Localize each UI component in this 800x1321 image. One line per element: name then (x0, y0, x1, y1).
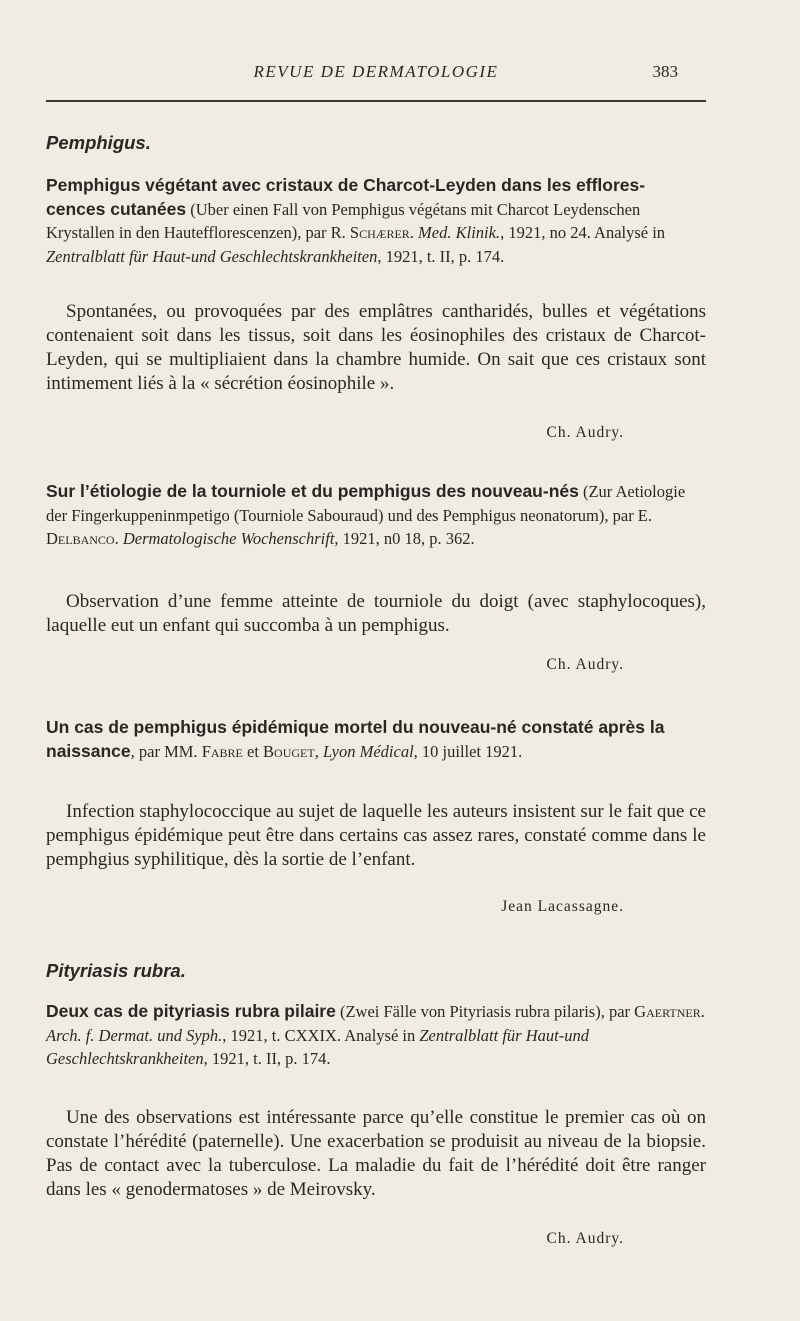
reference-text: (Zwei Fälle von Pityriasis rubra pilaris), par (335, 1002, 635, 1021)
abstract-body-4: Une des observations est intéressante parce qu’elle constitue le premier cas où on constate l’hérédité (paternelle). Une exacerbation se produisit au niveau de la biopsie. Pas de contact avec la tuberculose. La maladie du fait de l’hérédité doit être ranger dans les « genodermatoses » de Meirovsky. (46, 1107, 706, 1200)
abstract-entry-1-reference (46, 174, 706, 268)
journal-name: Arch. f. Dermat. und Syph. (46, 1025, 223, 1045)
entry-title: Deux cas de pityriasis rubra pilaire (46, 1001, 336, 1021)
signature-4: Ch. Audry. (546, 1230, 624, 1247)
author-name: Gaertner (634, 1002, 701, 1021)
page-number: 383 (652, 62, 678, 81)
author-name: Schærer (349, 223, 410, 242)
entry-title: Un cas de pemphigus épidémique mortel du nouveau-né constaté après la naissance (46, 717, 665, 761)
reference-text: . (700, 1002, 705, 1021)
reference-text: , 1921, t. II, p. 174. (377, 246, 505, 266)
header-rule (46, 100, 706, 102)
reference-text: , 1921, t. II, p. 174. (203, 1049, 331, 1068)
running-title: REVUE DE DERMATOLOGIE (253, 62, 499, 81)
reference-text: , 1921, n0 18, p. 362. (334, 529, 475, 548)
signature-2: Ch. Audry. (546, 656, 624, 673)
author-name: Bouget (263, 741, 315, 761)
reference-text: et (242, 741, 264, 761)
section-heading-pityriasis: Pityriasis rubra. (46, 960, 186, 981)
abstract-entry-2-reference (46, 480, 706, 551)
journal-name: Zentralblatt für Haut-und Geschlechtskrankheiten (46, 1025, 589, 1068)
reference-text: , par MM. (130, 741, 202, 761)
entry-title: Pemphigus végétant avec cristaux de Charcot-Leyden dans les efflores- cences cutanées (46, 175, 646, 219)
reference-text: . (114, 529, 123, 548)
author-name: Delbanco (46, 529, 115, 548)
reference-text: , (314, 741, 323, 761)
reference-text: (Uber einen Fall von Pemphigus végétans mit Charcot Leydenschen Krystallen in den Hautefflorescenzen), par R. (46, 199, 641, 242)
signature-3: Jean Lacassagne. (501, 898, 624, 915)
abstract-body-3: Infection staphylococcique au sujet de laquelle les auteurs insistent sur le fait que ce pemphigus épidémique peut être dans certains cas assez rares, constaté comme dans le pemphgius syphilitique, dès la sortie de l’enfant. (46, 801, 706, 870)
author-name: Fabre (201, 741, 243, 761)
reference-text: (Zur Aetiologie der Fingerkuppeninmpetigo (Tourniole Sabouraud) und des Pemphigus neonatorum), par E. (46, 482, 686, 525)
journal-name: Zentralblatt für Haut-und Geschlechtskrankheiten (46, 246, 378, 266)
signature-1: Ch. Audry. (546, 424, 624, 441)
reference-text: , 10 juillet 1921. (413, 741, 523, 761)
journal-name: Lyon Médical (322, 741, 414, 761)
entry-title: Sur l’étiologie de la tourniole et du pemphigus des nouveau-nés (46, 481, 579, 501)
reference-text: , 1921, no 24. Analysé in (500, 223, 666, 242)
abstract-body-1: Spontanées, ou provoquées par des emplâtres cantharidés, bulles et végétations contenaient soit dans les tissus, soit dans les éosinophiles des cristaux de Charcot-Leyden, qui se multipliaient dans la chambre humide. On sait que ces cristaux sont intimement liés à la « sécrétion éosinophile ». (46, 301, 706, 394)
page-header (46, 62, 706, 90)
abstract-entry-3-reference (46, 716, 706, 763)
abstract-entry-4-reference (46, 1000, 706, 1071)
reference-text: . (409, 223, 419, 242)
reference-text: , 1921, t. CXXIX. Analysé in (222, 1025, 420, 1045)
abstract-body-2: Observation d’une femme atteinte de tourniole du doigt (avec staphylocoques), laquelle eut un enfant qui succomba à un pemphigus. (46, 591, 706, 636)
journal-name: Med. Klinik. (418, 223, 501, 242)
section-heading-pemphigus: Pemphigus. (46, 132, 151, 153)
journal-name: Dermatologische Wochenschrift (122, 529, 335, 548)
